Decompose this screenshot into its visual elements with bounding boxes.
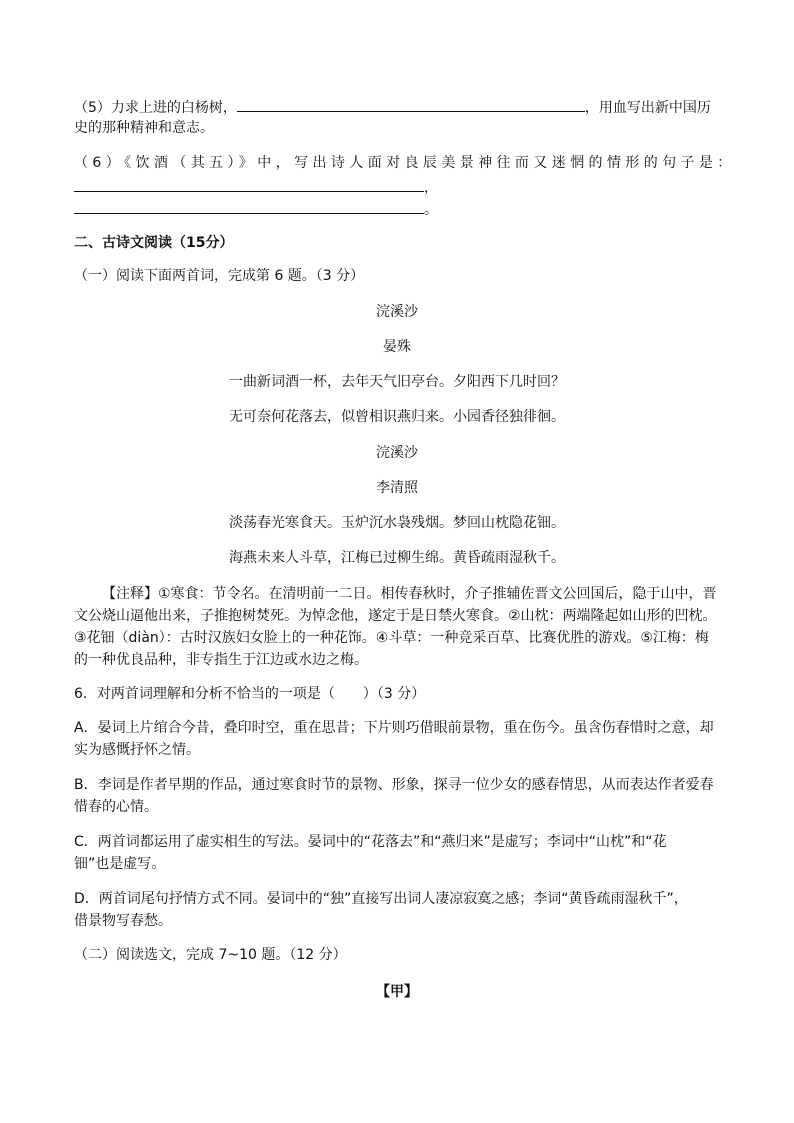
q5-prefix: （5）力求上进的白杨树，	[74, 100, 237, 116]
q5-line1	[74, 96, 711, 118]
q6-fill-comma: ，	[424, 180, 438, 196]
part2-title: （二）阅读选文，完成 7~10 题。（12 分）	[74, 947, 347, 963]
poem1-line-2: 无可奈何花落去，似曾相识燕归来。小园香径独徘徊。	[229, 409, 565, 425]
poem2-author: 李清照	[376, 480, 418, 496]
notes-line-1: 【注释】①寒食：节令名。在清明前一二日。相传春秋时，介子推辅佐晋文公回国后，隐于山中，晋	[102, 586, 717, 602]
q6-stem: 6．对两首词理解和分析不恰当的一项是（ ）（3 分）	[74, 686, 426, 702]
q6-fill-period: 。	[424, 202, 438, 218]
poem1-title: 浣溪沙	[376, 304, 418, 320]
q6-option-c-line1: C．两首词都运用了虚实相生的写法。晏词中的“花落去”和“燕归来”是虚写；李词中“山枕”和“花	[74, 834, 667, 850]
q6-option-b-line2: 惜春的心情。	[74, 799, 158, 815]
q5-answer-blank[interactable]	[237, 96, 585, 112]
q6-fill-line2	[74, 198, 438, 220]
q5-line2: 史的那种精神和意志。	[74, 120, 214, 136]
q5-suffix: ，用血写出新中国历	[584, 100, 711, 116]
q6-fill-prompt: （6）《饮酒（其五）》中，写出诗人面对良辰美景神往而又迷惘的情形的句子是：	[74, 155, 736, 171]
q6-option-a-line2: 实为感慨抒怀之情。	[74, 742, 200, 758]
section2-title: 二、古诗文阅读（15分）	[74, 235, 234, 251]
poem2-line-2: 海燕未来人斗草，江梅已过柳生绵。黄昏疏雨湿秋千。	[229, 550, 565, 566]
passage-jia-label: 【甲】	[376, 984, 418, 1000]
poem2-line-1: 淡荡春光寒食天。玉炉沉水袅残烟。梦回山枕隐花钿。	[229, 515, 565, 531]
q6-answer-blank-1[interactable]	[74, 176, 424, 192]
q6-answer-blank-2[interactable]	[74, 198, 424, 214]
q6-option-d-line2: 借景物写春愁。	[74, 913, 172, 929]
notes-line-2: 文公烧山逼他出来，子推抱树焚死。为悼念他，遂定于是日禁火寒食。②山枕：两端隆起如山形的凹枕。	[74, 608, 717, 624]
poem1-author: 晏殊	[383, 339, 411, 355]
notes-line-3: ③花钿（diàn）：古时汉族妇女脸上的一种花饰。④斗草：一种竞采百草、比赛优胜的游戏。⑤江梅：梅	[74, 630, 709, 646]
poem1-line-1: 一曲新词酒一杯，去年天气旧亭台。夕阳西下几时回？	[229, 374, 565, 390]
poem2-title: 浣溪沙	[376, 445, 418, 461]
q6-option-a-line1: A．晏词上片绾合今昔，叠印时空，重在思昔；下片则巧借眼前景物，重在伤今。虽含伤春惜时之意，却	[74, 720, 714, 736]
notes-line-4: 的一种优良品种，非专指生于江边或水边之梅。	[74, 652, 368, 668]
q6-option-c-line2: 钿”也是虚写。	[74, 856, 166, 872]
part1-title: （一）阅读下面两首词，完成第 6 题。（3 分）	[74, 268, 365, 284]
q6-option-d-line1: D．两首词尾句抒情方式不同。晏词中的“独”直接写出词人凄凉寂寞之感；李词“黄昏疏雨湿秋千”，	[74, 891, 688, 907]
q6-fill-line1	[74, 176, 438, 198]
q6-option-b-line1: B．李词是作者早期的作品，通过寒食时节的景物、形象，探寻一位少女的感春情思，从而表达作者爱春	[74, 777, 714, 793]
